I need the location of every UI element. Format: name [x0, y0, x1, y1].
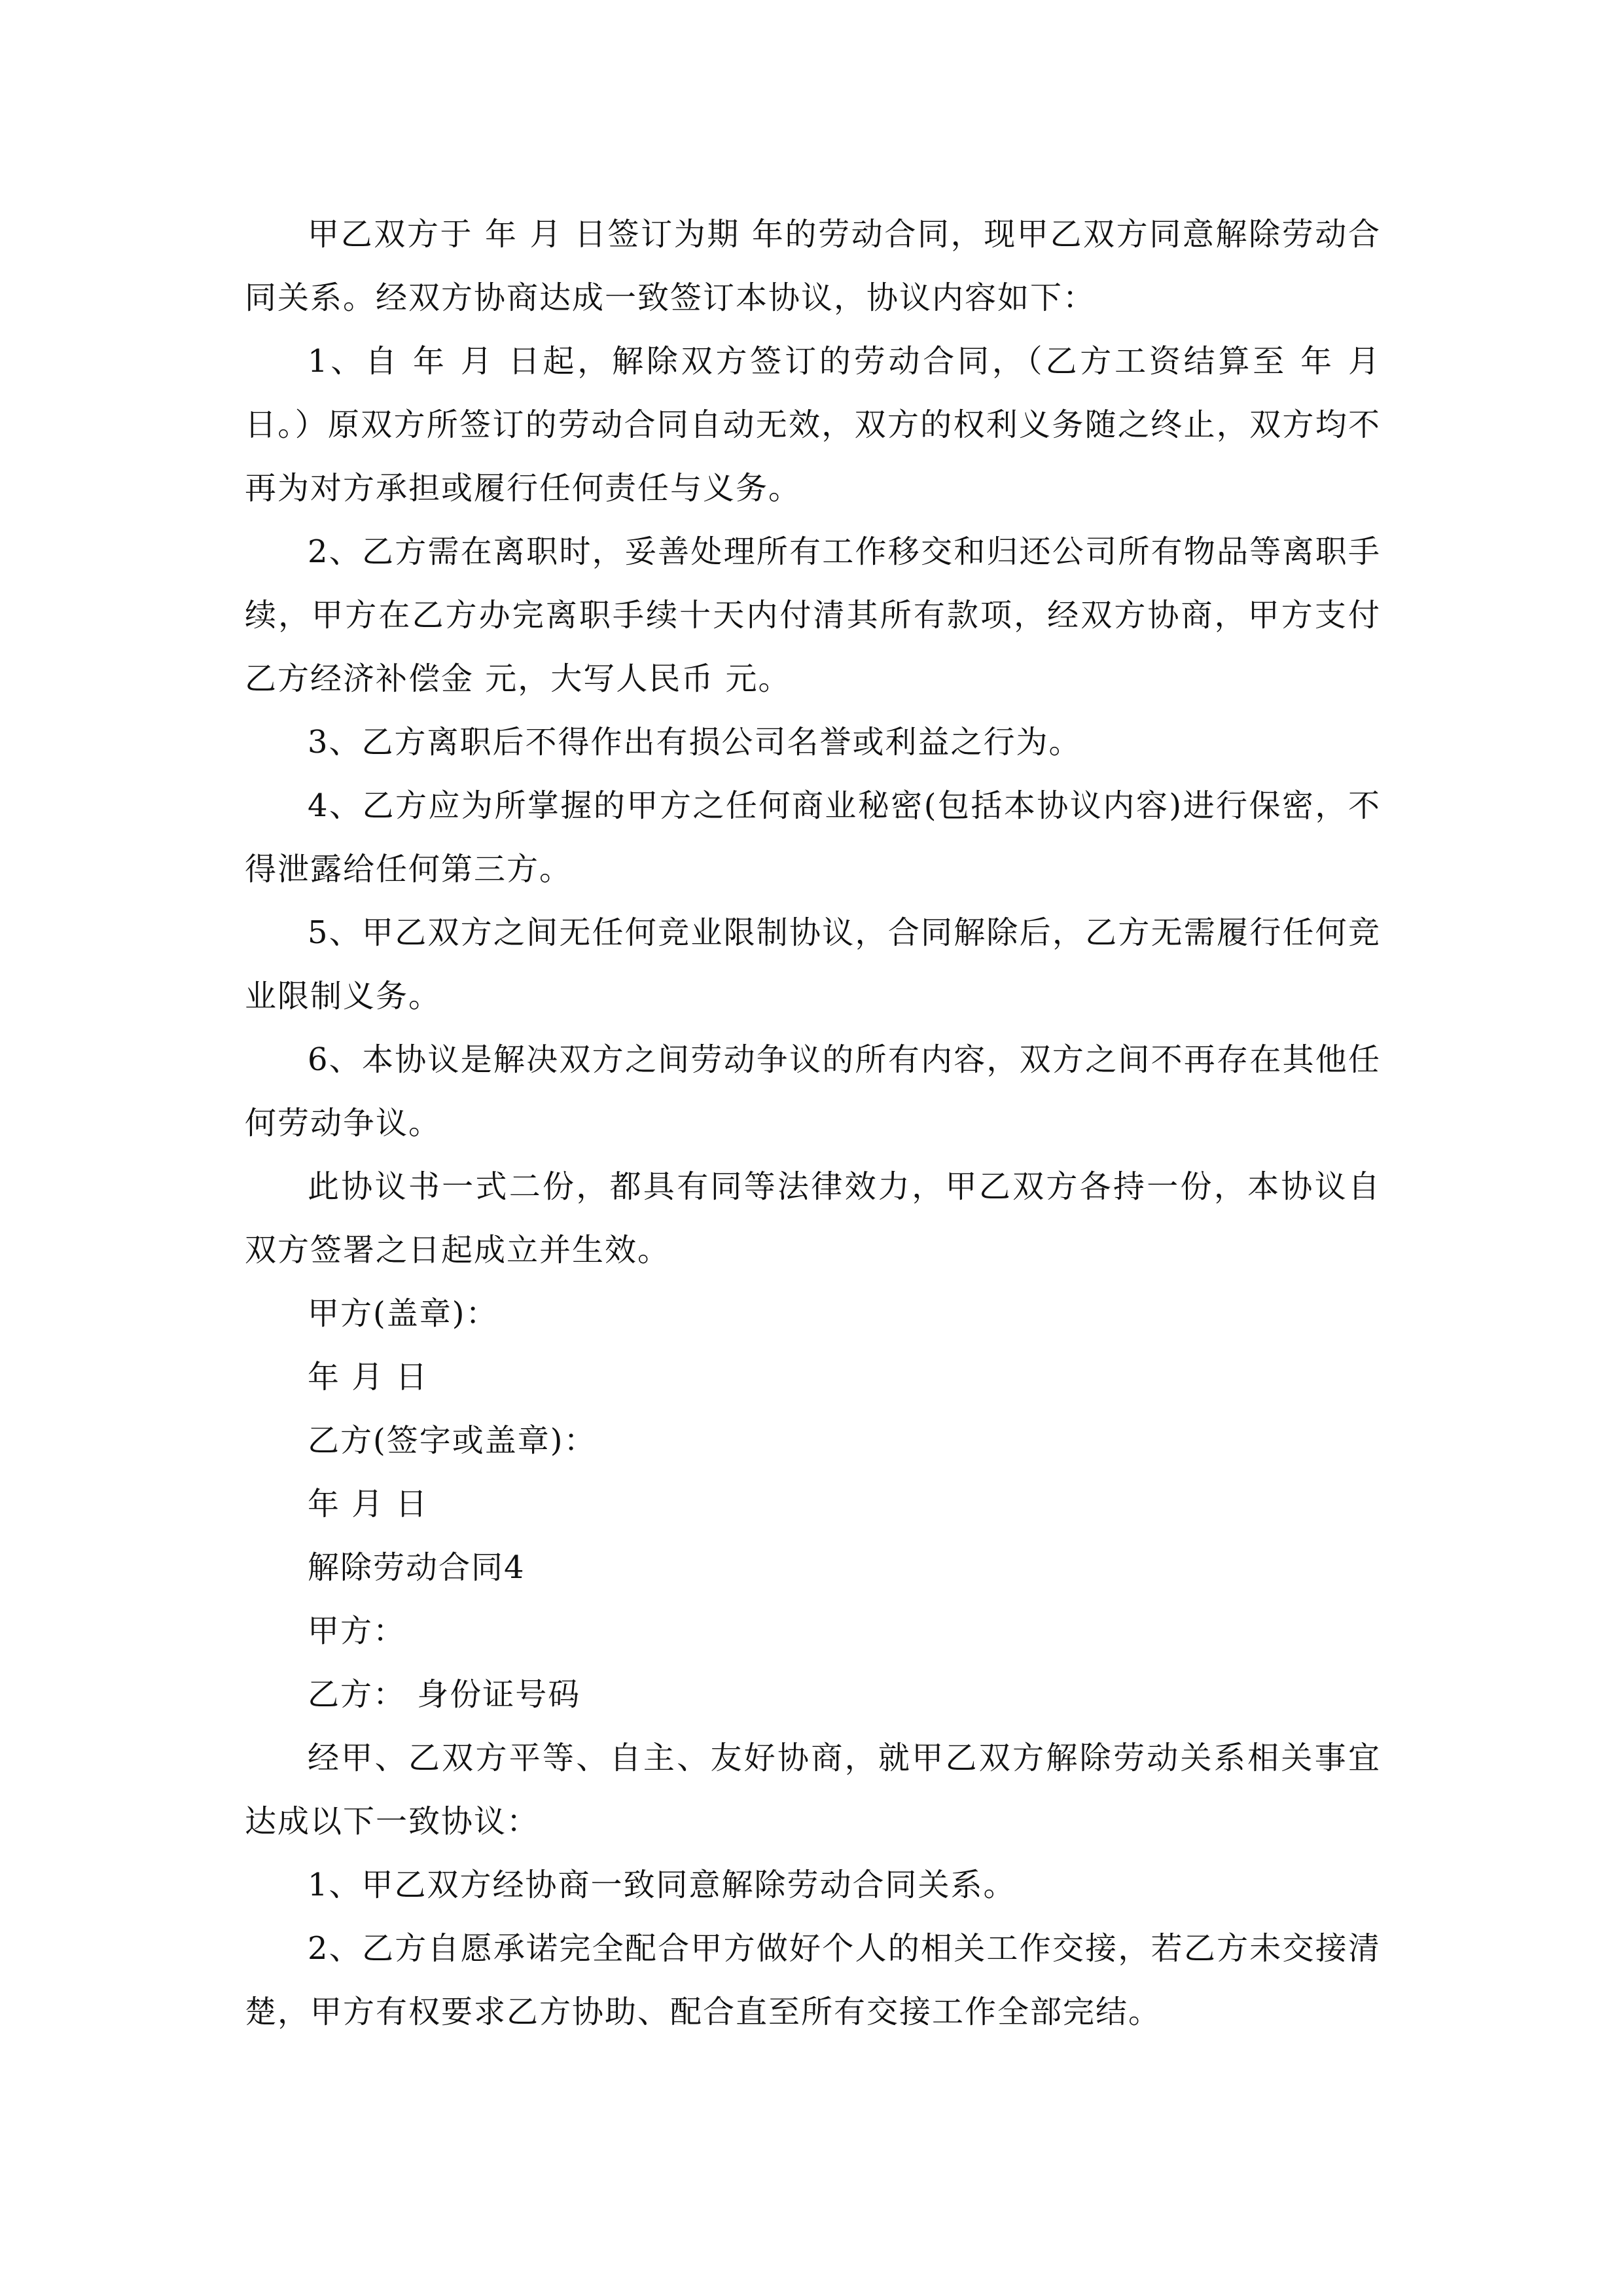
paragraph-intro: 甲乙双方于 年 月 日签订为期 年的劳动合同，现甲乙双方同意解除劳动合同关系。经双方协商达成一致签订本协议，协议内容如下：	[245, 216, 1381, 316]
paragraph-agreement-intro: 经甲、乙双方平等、自主、友好协商，就甲乙双方解除劳动关系相关事宜达成以下一致协议：	[245, 1740, 1381, 1840]
party-a-seal-line: 甲方(盖章)：	[308, 1295, 499, 1332]
party-b-id-line: 乙方： 身份证号码	[308, 1676, 581, 1713]
section-title: 解除劳动合同4	[308, 1549, 526, 1586]
paragraph-clause-2: 2、乙方需在离职时，妥善处理所有工作移交和归还公司所有物品等离职手续，甲方在乙方办完离职手续十天内付清其所有款项，经双方协商，甲方支付乙方经济补偿金 元，大写人民币 元。	[245, 533, 1381, 697]
paragraph-agreement-clause-2: 2、乙方自愿承诺完全配合甲方做好个人的相关工作交接，若乙方未交接清楚，甲方有权要求乙方协助、配合直至所有交接工作全部完结。	[245, 1930, 1381, 2030]
paragraph-clause-5: 5、甲乙双方之间无任何竞业限制协议，合同解除后，乙方无需履行任何竞业限制义务。	[245, 914, 1381, 1014]
paragraph-clause-1: 1、自 年 月 日起，解除双方签订的劳动合同，（乙方工资结算至 年 月 日。）原双方所签订的劳动合同自动无效，双方的权利义务随之终止，双方均不再为对方承担或履行任何责任与义务。	[245, 343, 1381, 507]
party-a-line: 甲方：	[308, 1613, 406, 1649]
document-body	[245, 203, 1381, 2044]
party-b-signature-line: 乙方(签字或盖章)：	[308, 1422, 597, 1459]
paragraph-agreement-clause-1: 1、甲乙双方经协商一致同意解除劳动合同关系。	[308, 1867, 1016, 1903]
paragraph-clause-3: 3、乙方离职后不得作出有损公司名誉或利益之行为。	[308, 724, 1082, 761]
paragraph-effect: 此协议书一式二份，都具有同等法律效力，甲乙双方各持一份，本协议自双方签署之日起成立并生效。	[245, 1168, 1381, 1268]
paragraph-clause-4: 4、乙方应为所掌握的甲方之任何商业秘密(包括本协议内容)进行保密，不得泄露给任何第三方。	[245, 787, 1381, 888]
party-a-date-line: 年 月 日	[308, 1359, 429, 1395]
paragraph-clause-6: 6、本协议是解决双方之间劳动争议的所有内容，双方之间不再存在其他任何劳动争议。	[245, 1041, 1381, 1141]
party-b-date-line: 年 月 日	[308, 1486, 429, 1522]
